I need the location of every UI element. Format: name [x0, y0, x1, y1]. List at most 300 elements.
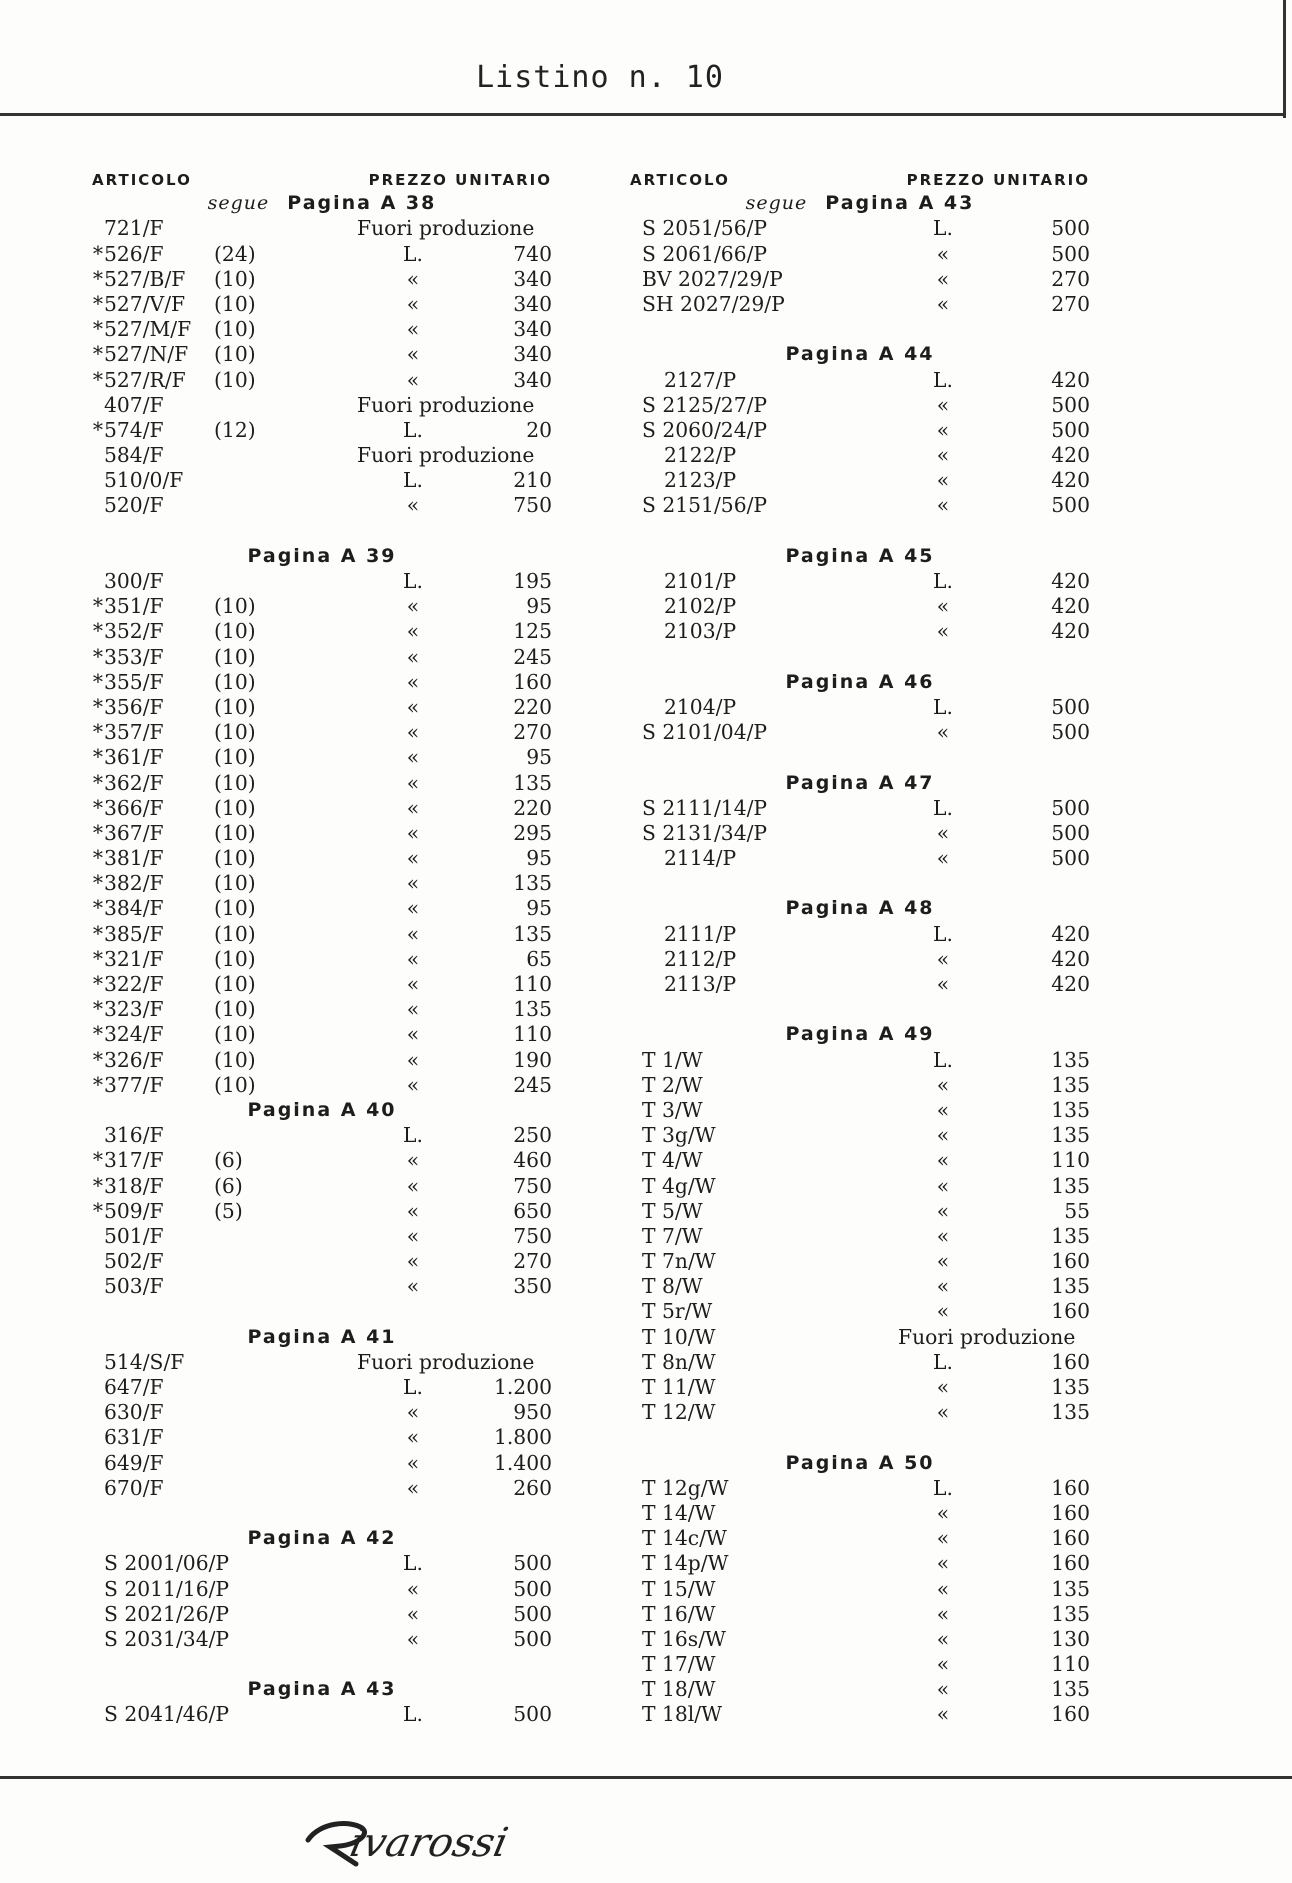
- star-marker: *: [92, 871, 104, 896]
- article-code: [630, 1350, 716, 1375]
- article-code: [630, 1551, 728, 1576]
- article-code-text: S 2125/27/P: [642, 392, 768, 417]
- article-code-text: T 4/W: [642, 1148, 703, 1173]
- unit-price: 190: [513, 1047, 552, 1072]
- article-code: [92, 972, 164, 997]
- article-code-text: 2127/P: [664, 367, 737, 392]
- currency-mark: «: [936, 1526, 950, 1551]
- frame-rule-right: [1283, 0, 1286, 118]
- pack-quantity: (10): [214, 594, 256, 619]
- price-row: [92, 720, 552, 745]
- currency-mark: «: [936, 846, 950, 871]
- currency-mark: «: [936, 1702, 950, 1727]
- unit-price: 160: [513, 669, 552, 694]
- article-code: [630, 821, 767, 846]
- currency-mark: «: [406, 1576, 420, 1601]
- pack-quantity: (10): [214, 820, 256, 845]
- star-marker: *: [92, 644, 104, 669]
- header-rule: [0, 113, 1285, 116]
- article-code-text: 300/F: [104, 569, 164, 593]
- article-code-text: T 18/W: [642, 1677, 716, 1702]
- star-marker: *: [92, 921, 104, 946]
- article-code-text: T 15/W: [642, 1576, 716, 1601]
- article-code-text: 362/F: [104, 770, 164, 795]
- star-marker: *: [92, 241, 104, 266]
- price-row: [630, 1148, 1090, 1173]
- article-code-text: T 7n/W: [642, 1249, 716, 1274]
- currency-mark: «: [936, 1626, 950, 1651]
- price-row: [92, 1602, 552, 1627]
- price-row: [630, 1073, 1090, 1098]
- currency-mark: «: [936, 493, 950, 518]
- article-code-text: 527/M/F: [104, 317, 192, 342]
- unit-price: 135: [1051, 1047, 1090, 1072]
- segue-label: segue: [745, 192, 808, 215]
- price-row: [92, 292, 552, 317]
- currency-mark: «: [406, 946, 420, 971]
- section-heading: [630, 544, 1090, 569]
- price-row: [92, 242, 552, 267]
- currency-mark: «: [406, 644, 420, 669]
- price-row: [630, 947, 1090, 972]
- currency-mark: «: [936, 1652, 950, 1677]
- article-code-text: T 16s/W: [642, 1626, 726, 1651]
- unit-price: 245: [513, 1072, 552, 1097]
- price-row: [630, 1652, 1090, 1677]
- currency-mark: «: [936, 972, 950, 996]
- article-code: [630, 1501, 715, 1526]
- article-code-text: 326/F: [104, 1047, 164, 1072]
- unit-price: 55: [1064, 1198, 1090, 1223]
- article-code: [92, 1249, 164, 1274]
- section-label: Pagina A 42: [247, 1527, 397, 1550]
- price-row: [92, 771, 552, 796]
- currency-mark: L.: [403, 1551, 423, 1576]
- currency-mark: «: [406, 745, 420, 770]
- unit-price: 135: [513, 871, 552, 896]
- article-code-text: 526/F: [104, 241, 164, 266]
- unit-price: 420: [1051, 972, 1090, 996]
- star-marker: *: [92, 770, 104, 795]
- price-row: [630, 1325, 1090, 1350]
- currency-mark: «: [936, 720, 950, 745]
- price-row: [92, 1425, 552, 1450]
- unit-price: 260: [513, 1475, 552, 1500]
- article-code: [92, 821, 164, 846]
- section-label: Pagina A 39: [247, 544, 397, 567]
- article-code: [630, 1476, 728, 1501]
- currency-mark: L.: [933, 1047, 953, 1072]
- unit-price: 135: [1051, 1274, 1090, 1299]
- currency-mark: «: [936, 1223, 950, 1248]
- price-row: [92, 1048, 552, 1073]
- article-code: [630, 619, 736, 644]
- price-row: [92, 1400, 552, 1425]
- currency-mark: «: [406, 1475, 420, 1500]
- spacer: [630, 317, 1090, 342]
- article-code: [92, 368, 186, 393]
- currency-mark: «: [936, 443, 950, 468]
- article-code-text: 352/F: [104, 619, 164, 644]
- price-row: [92, 947, 552, 972]
- article-code: [92, 1476, 164, 1501]
- article-code: [92, 1174, 164, 1199]
- article-code: [92, 922, 164, 947]
- article-code: [92, 871, 164, 896]
- article-code-text: 527/N/F: [104, 342, 189, 367]
- unit-price: 500: [513, 1626, 552, 1651]
- article-code: [92, 745, 164, 770]
- price-row: [630, 1551, 1090, 1576]
- currency-mark: L.: [403, 1375, 423, 1399]
- article-code: [92, 1702, 229, 1727]
- unit-price: 135: [1051, 1375, 1090, 1399]
- currency-mark: «: [936, 1173, 950, 1198]
- currency-mark: «: [936, 1551, 950, 1576]
- pack-quantity: (10): [214, 367, 256, 392]
- article-code-text: T 14p/W: [642, 1551, 729, 1576]
- price-row: [92, 922, 552, 947]
- currency-mark: «: [936, 594, 950, 619]
- unit-price: 420: [1051, 619, 1090, 644]
- article-code: [92, 619, 164, 644]
- article-code-text: 509/F: [104, 1198, 164, 1223]
- section-label: Pagina A 43: [825, 192, 975, 215]
- price-row: [92, 619, 552, 644]
- svg-text:ivarossi: ivarossi: [345, 1818, 513, 1866]
- article-code: [92, 242, 164, 267]
- unit-price: 160: [1051, 1526, 1090, 1551]
- article-code-text: T 5/W: [642, 1198, 703, 1223]
- price-row: [630, 418, 1090, 443]
- article-code: [630, 1249, 716, 1274]
- price-row: [92, 1199, 552, 1224]
- unit-price: 500: [513, 1601, 552, 1626]
- unit-price: 95: [526, 745, 552, 770]
- price-row: [92, 443, 552, 468]
- unit-price: 500: [1051, 846, 1090, 871]
- section-heading: [630, 1451, 1090, 1476]
- article-code-text: 351/F: [104, 594, 164, 619]
- price-row: [630, 922, 1090, 947]
- article-code-text: T 1/W: [642, 1047, 703, 1072]
- header-price: PREZZO UNITARIO: [906, 171, 1090, 189]
- price-row: [630, 695, 1090, 720]
- currency-mark: «: [936, 1601, 950, 1626]
- article-code-text: 501/F: [104, 1223, 164, 1248]
- unit-price: 95: [526, 846, 552, 871]
- section-heading: [630, 670, 1090, 695]
- unit-price: 420: [1051, 594, 1090, 619]
- price-row: [630, 1274, 1090, 1299]
- article-code-text: 630/F: [104, 1400, 164, 1425]
- article-code: [92, 1148, 164, 1173]
- unit-price: 125: [513, 619, 552, 644]
- pack-quantity: (10): [214, 644, 256, 669]
- pack-quantity: (10): [214, 1022, 256, 1047]
- star-marker: *: [92, 367, 104, 392]
- currency-mark: «: [406, 619, 420, 644]
- price-row: [630, 1627, 1090, 1652]
- spacer: [630, 1425, 1090, 1450]
- article-code-text: 317/F: [104, 1148, 164, 1173]
- unit-price: 1.200: [493, 1375, 552, 1399]
- price-row: [630, 821, 1090, 846]
- article-code: [92, 1022, 164, 1047]
- article-code: [630, 1526, 727, 1551]
- unit-price: 220: [513, 694, 552, 719]
- price-list: [92, 191, 552, 1727]
- section-heading: [630, 896, 1090, 921]
- currency-mark: «: [936, 1677, 950, 1702]
- unit-price: 420: [1051, 468, 1090, 493]
- currency-mark: «: [406, 669, 420, 694]
- unit-price: 420: [1051, 946, 1090, 971]
- article-code: [92, 1451, 164, 1476]
- article-code-text: 382/F: [104, 871, 164, 896]
- price-row: [630, 1501, 1090, 1526]
- price-row: [630, 393, 1090, 418]
- currency-mark: «: [406, 291, 420, 316]
- article-code-text: 2104/P: [664, 694, 737, 719]
- pack-quantity: (24): [214, 241, 256, 266]
- rivarossi-logo: [300, 1800, 550, 1870]
- article-code-text: 527/R/F: [104, 367, 186, 392]
- price-row: [630, 1224, 1090, 1249]
- article-code: [92, 468, 183, 493]
- article-code: [92, 1425, 164, 1450]
- article-code-text: 2113/P: [664, 972, 737, 996]
- price-row: [630, 267, 1090, 292]
- price-row: [92, 468, 552, 493]
- star-marker: *: [92, 972, 104, 996]
- article-code: [630, 846, 736, 871]
- price-row: [92, 1702, 552, 1727]
- currency-mark: «: [406, 367, 420, 392]
- article-code-text: S 2111/14/P: [642, 795, 768, 820]
- unit-price: 95: [526, 896, 552, 921]
- article-code-text: 2103/P: [664, 619, 737, 644]
- price-row: [630, 1526, 1090, 1551]
- pack-quantity: (10): [214, 720, 256, 745]
- unit-price: 135: [1051, 1097, 1090, 1122]
- status-note: Fuori produzione: [357, 443, 535, 468]
- price-row: [630, 972, 1090, 997]
- currency-mark: «: [406, 921, 420, 946]
- unit-price: 650: [513, 1198, 552, 1223]
- unit-price: 20: [526, 417, 552, 442]
- section-heading: [92, 1677, 552, 1702]
- article-code-text: T 12/W: [642, 1400, 716, 1425]
- article-code-text: 318/F: [104, 1173, 164, 1198]
- price-row: [92, 997, 552, 1022]
- article-code-text: 520/F: [104, 493, 164, 518]
- pack-quantity: (10): [214, 846, 256, 871]
- spacer: [630, 745, 1090, 770]
- price-row: [92, 1073, 552, 1098]
- price-row: [92, 1627, 552, 1652]
- price-row: [630, 569, 1090, 594]
- price-row: [92, 1274, 552, 1299]
- price-row: [630, 242, 1090, 267]
- unit-price: 110: [1051, 1652, 1090, 1677]
- pack-quantity: (10): [214, 669, 256, 694]
- article-code-text: T 18l/W: [642, 1702, 722, 1727]
- currency-mark: L.: [933, 1349, 953, 1374]
- unit-price: 270: [513, 1249, 552, 1274]
- currency-mark: «: [936, 1148, 950, 1173]
- article-code: [630, 393, 767, 418]
- price-row: [92, 972, 552, 997]
- article-code-text: 649/F: [104, 1450, 164, 1475]
- currency-mark: «: [406, 1425, 420, 1450]
- price-row: [92, 670, 552, 695]
- star-marker: *: [92, 795, 104, 820]
- star-marker: *: [92, 745, 104, 770]
- price-row: [630, 1476, 1090, 1501]
- unit-price: 750: [513, 1223, 552, 1248]
- currency-mark: «: [936, 1274, 950, 1299]
- status-note: Fuori produzione: [357, 216, 535, 241]
- currency-mark: «: [936, 1375, 950, 1399]
- price-row: [92, 1476, 552, 1501]
- pack-quantity: (10): [214, 694, 256, 719]
- currency-mark: «: [406, 1148, 420, 1173]
- currency-mark: L.: [933, 216, 953, 241]
- article-code-text: S 2041/46/P: [104, 1702, 230, 1727]
- article-code-text: T 7/W: [642, 1223, 703, 1248]
- currency-mark: «: [936, 392, 950, 417]
- pack-quantity: (10): [214, 972, 256, 996]
- unit-price: 500: [1051, 720, 1090, 745]
- unit-price: 295: [513, 820, 552, 845]
- unit-price: 160: [1051, 1500, 1090, 1525]
- star-marker: *: [92, 997, 104, 1022]
- price-row: [92, 1577, 552, 1602]
- article-code: [92, 443, 164, 468]
- article-code: [630, 1325, 715, 1350]
- currency-mark: L.: [933, 694, 953, 719]
- article-code-text: T 8/W: [642, 1274, 703, 1299]
- price-row: [630, 1677, 1090, 1702]
- price-row: [630, 1174, 1090, 1199]
- unit-price: 460: [513, 1148, 552, 1173]
- section-heading: [92, 1526, 552, 1551]
- currency-mark: «: [406, 1173, 420, 1198]
- article-code-text: 2122/P: [664, 443, 737, 468]
- unit-price: 160: [1051, 1349, 1090, 1374]
- price-row: [630, 468, 1090, 493]
- article-code-text: 367/F: [104, 820, 164, 845]
- unit-price: 420: [1051, 367, 1090, 392]
- currency-mark: L.: [933, 1475, 953, 1500]
- currency-mark: «: [406, 1626, 420, 1651]
- star-marker: *: [92, 946, 104, 971]
- section-label: Pagina A 41: [247, 1325, 397, 1348]
- pack-quantity: (10): [214, 896, 256, 921]
- article-code-text: 647/F: [104, 1375, 164, 1399]
- currency-mark: «: [936, 619, 950, 644]
- price-row: [92, 1375, 552, 1400]
- currency-mark: «: [936, 1576, 950, 1601]
- currency-mark: «: [936, 1097, 950, 1122]
- article-code: [630, 1224, 703, 1249]
- article-code: [630, 1652, 715, 1677]
- price-row: [630, 1577, 1090, 1602]
- pack-quantity: (10): [214, 946, 256, 971]
- article-code-text: 631/F: [104, 1425, 164, 1450]
- article-code-text: 321/F: [104, 946, 164, 971]
- article-code-text: S 2021/26/P: [104, 1601, 230, 1626]
- unit-price: 270: [1051, 291, 1090, 316]
- article-code: [630, 292, 785, 317]
- price-row: [92, 1249, 552, 1274]
- article-code-text: 2112/P: [664, 946, 737, 971]
- article-code-text: 584/F: [104, 443, 164, 468]
- price-row: [92, 1022, 552, 1047]
- price-row: [630, 1249, 1090, 1274]
- price-row: [630, 1199, 1090, 1224]
- pack-quantity: (10): [214, 745, 256, 770]
- section-label: Pagina A 43: [247, 1678, 397, 1701]
- article-code: [92, 1073, 164, 1098]
- price-row: [92, 695, 552, 720]
- header-article: ARTICOLO: [630, 171, 730, 189]
- article-code: [92, 771, 164, 796]
- price-row: [92, 645, 552, 670]
- article-code: [92, 569, 164, 594]
- star-marker: *: [92, 1198, 104, 1223]
- unit-price: 420: [1051, 569, 1090, 593]
- currency-mark: L.: [933, 367, 953, 392]
- article-code-text: 574/F: [104, 417, 164, 442]
- star-marker: *: [92, 266, 104, 291]
- article-code: [92, 594, 164, 619]
- article-code-text: T 16/W: [642, 1601, 716, 1626]
- article-code-text: S 2101/04/P: [642, 720, 768, 745]
- currency-mark: «: [936, 1072, 950, 1097]
- article-code: [630, 493, 767, 518]
- star-marker: *: [92, 669, 104, 694]
- pack-quantity: (10): [214, 997, 256, 1022]
- price-row: [630, 1299, 1090, 1324]
- pack-quantity: (10): [214, 871, 256, 896]
- unit-price: 500: [513, 1551, 552, 1576]
- article-code-text: 366/F: [104, 795, 164, 820]
- article-code: [92, 1400, 164, 1425]
- currency-mark: «: [936, 820, 950, 845]
- price-column-right: [630, 166, 1090, 1728]
- article-code-text: T 3g/W: [642, 1123, 716, 1148]
- unit-price: 135: [1051, 1576, 1090, 1601]
- unit-price: 270: [1051, 266, 1090, 291]
- article-code: [92, 1224, 164, 1249]
- pack-quantity: (10): [214, 266, 256, 291]
- currency-mark: «: [406, 1022, 420, 1047]
- unit-price: 340: [513, 317, 552, 342]
- star-marker: *: [92, 1148, 104, 1173]
- star-marker: *: [92, 1173, 104, 1198]
- price-row: [92, 368, 552, 393]
- star-marker: *: [92, 417, 104, 442]
- unit-price: 500: [513, 1576, 552, 1601]
- pack-quantity: (10): [214, 795, 256, 820]
- unit-price: 135: [1051, 1173, 1090, 1198]
- price-row: [630, 1048, 1090, 1073]
- currency-mark: «: [936, 241, 950, 266]
- unit-price: 135: [1051, 1072, 1090, 1097]
- unit-price: 95: [526, 594, 552, 619]
